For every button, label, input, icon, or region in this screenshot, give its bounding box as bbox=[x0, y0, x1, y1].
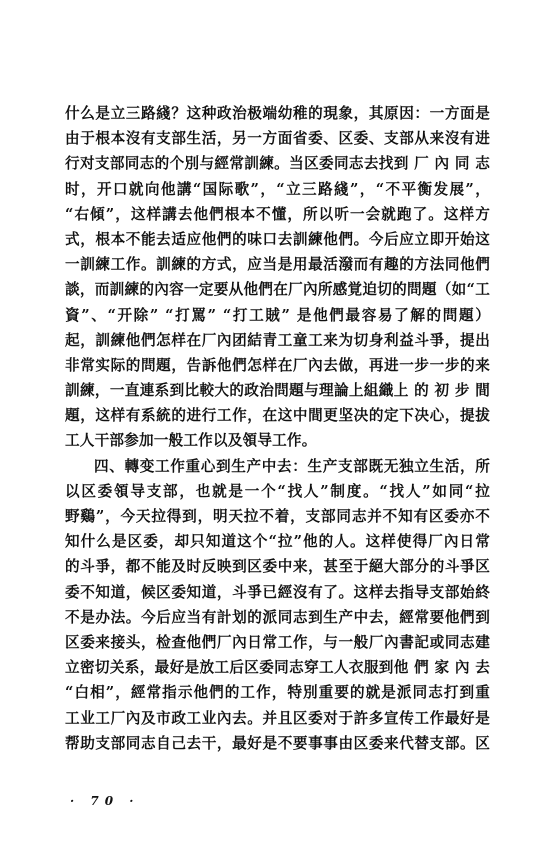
text-line: 以区委領导支部，也就是一个“找人”制度。“找人”如同“拉 bbox=[65, 482, 490, 500]
text-line: 工业工厂內及市政工业內去。并且区委对于許多宣传工作最好是 bbox=[65, 709, 490, 727]
text-line: 区委来接头，检查他們厂內日常工作，与一般厂內書記或同志建 bbox=[65, 633, 490, 651]
text-line: 知什么是区委，却只知道这个“拉”他的人。这样使得厂內日常 bbox=[65, 533, 490, 551]
text-line: 野鷄”，今天拉得到，明天拉不着，支部同志并不知有区委亦不 bbox=[65, 508, 490, 525]
text-line: 委不知道，候区委知道，斗爭已經沒有了。这样去指导支部始終 bbox=[65, 583, 490, 601]
text-line: 式，根本不能去适应他們的味口去訓練他們。今后应立即开始这 bbox=[65, 230, 490, 248]
text-line: 工人干部参加一般工作以及領导工作。 bbox=[65, 432, 317, 450]
text-line: 四、轉变工作重心到生产中去：生产支部既无独立生活，所 bbox=[94, 457, 490, 475]
text-line: 一訓練工作。訓練的方式，应当是用最活潑而有趣的方法同他們 bbox=[65, 256, 490, 274]
page-number: · 70 · bbox=[70, 794, 140, 808]
text-line: 起，訓練他們怎样在厂內团結青工童工来为切身利益斗爭，提出 bbox=[65, 331, 490, 349]
text-line: 訓練，一直連系到比較大的政治問題与理論上組織上 的 初 步 間 bbox=[65, 382, 490, 400]
text-line: 的斗爭，都不能及时反映到区委中来，甚至于絕大部分的斗爭区 bbox=[65, 558, 490, 576]
text-line: 不是办法。今后应当有計划的派同志到生产中去，經常要他們到 bbox=[65, 608, 490, 626]
text-line: 立密切关系，最好是放工后区委同志穿工人衣服到他 們 家 內 去 bbox=[65, 659, 490, 677]
text-line: 資”、“开除” “打罵” “打工賊” 是他們最容易了解的問題） bbox=[65, 306, 490, 324]
text-line: 談，而訓練的內容一定要从他們在厂內所感覚迫切的問題（如“工 bbox=[65, 281, 490, 299]
text-line: “右傾”，这样講去他們根本不懂，所以听一会就跑了。这样方 bbox=[65, 205, 490, 223]
text-line: 时，开口就向他講“国际歌”，“立三路綫”，“不平衡发展”， bbox=[65, 180, 490, 198]
text-line: 行对支部同志的个別与經常訓練。当区委同志去找到 厂 內 同 志 bbox=[65, 155, 490, 173]
text-line: 題，这样有系統的进行工作，在这中間更坚决的定下决心，提拔 bbox=[65, 407, 490, 425]
paragraph bbox=[65, 101, 490, 454]
body-text bbox=[65, 101, 490, 756]
paragraph bbox=[65, 454, 490, 756]
text-line: 非常实际的問題，告訴他們怎样在厂內去做，再进一步一步的来 bbox=[65, 356, 490, 374]
text-line: 由于根本沒有支部生活，另一方面省委、区委、支部从来沒有进 bbox=[65, 130, 490, 148]
text-line: 帮助支部同志自己去干，最好是不要事事由区委来代替支部。区 bbox=[65, 734, 490, 752]
text-line: “白相”，經常指示他們的工作，特別重要的就是派同志打到重 bbox=[65, 684, 490, 702]
text-line: 什么是立三路綫？这种政治极端幼稚的現象，其原因：一方面是 bbox=[65, 105, 490, 122]
